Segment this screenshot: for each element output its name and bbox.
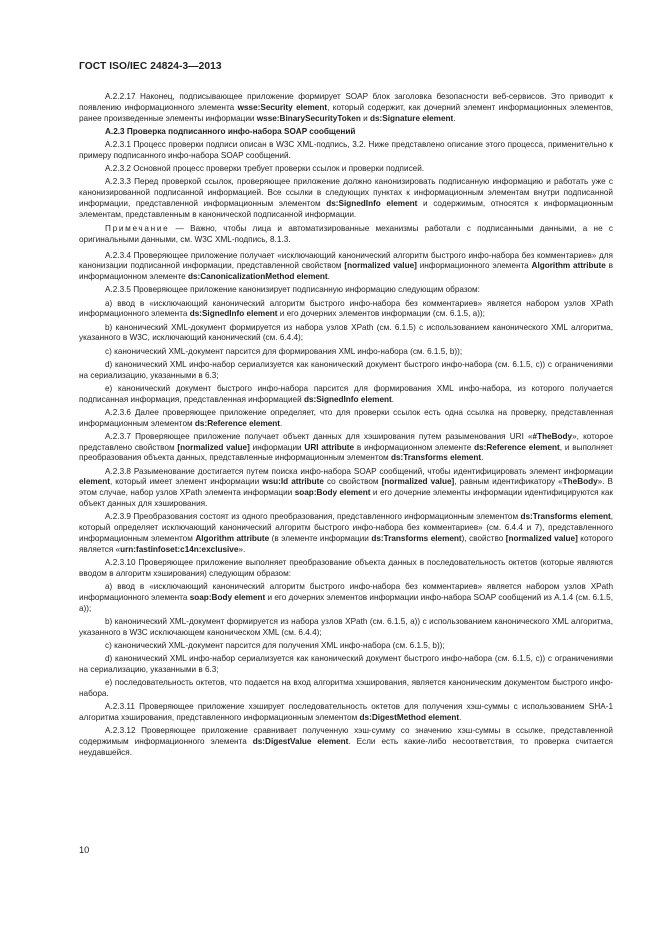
text-run: е) последовательность октетов, что подается на вход алгоритма хэширования, является каноническим документом быстрого инфо-набора.	[79, 678, 613, 699]
text-run: А.2.3 Проверка подписанного инфо-набора SOAP сообщений	[105, 126, 356, 136]
text-run: и содержимым, относятся к информационным элементам, представленным в канонической подписанной информации.	[79, 198, 613, 219]
paragraph	[79, 299, 613, 321]
paragraph	[79, 558, 613, 580]
text-run: информации	[249, 442, 305, 452]
bold-term: Algorithm attribute	[531, 261, 606, 271]
bold-term: urn:fastinfoset:c14n:exclusive	[120, 545, 239, 555]
paragraph	[79, 432, 613, 465]
text-run: .	[280, 418, 283, 428]
text-run: b) канонический XML-документ формируется из набора узлов XPath (см. 6.1.5) с использованием канонического XML алгоритма, указанного в W3C, исключающий канонический (см. 6.4.4);	[79, 322, 613, 343]
text-run: .	[481, 453, 484, 463]
paragraph	[79, 408, 613, 430]
bold-term: [normalized value]	[344, 261, 417, 271]
paragraph	[79, 512, 613, 556]
bold-term: ds:Reference element	[194, 418, 281, 428]
bold-term: [normalized value]	[381, 477, 455, 487]
paragraph	[79, 177, 613, 221]
bold-term: ds:Transforms element	[520, 512, 611, 522]
bold-term: URI attribute	[304, 442, 355, 452]
paragraph	[79, 140, 613, 162]
bold-term: element	[79, 477, 110, 487]
paragraph	[79, 251, 613, 284]
paragraph	[79, 654, 613, 676]
text-run: и его дочерние элементы информации идентифицируются как объект данных для хэширования.	[79, 488, 613, 509]
paragraph	[79, 617, 613, 639]
text-run: информационного элемента	[416, 261, 532, 271]
document-header: ГОСТ ISO/IEC 24824-3—2013	[79, 61, 222, 72]
text-run: , который имеет элемент информации	[109, 477, 263, 487]
text-run: .	[391, 394, 395, 404]
text-run: .	[459, 713, 462, 723]
text-run: А.2.2.17 Наконец, подписывающее приложение формирует SOAP блок заголовка безопасности веб-сервисов. Это приводит к появлению информационного элемента	[79, 92, 613, 112]
text-run: а) ввод в «исключающий канонический алгоритм быстрого инфо-набора без комментариев» является набором узлов XPath информационного элемента	[79, 582, 613, 603]
note-label: Примечание	[105, 223, 170, 233]
text-run: .	[453, 113, 456, 123]
text-run: А.2.3.8 Разыменование достигается путем поиска инфо-набора SOAP сообщений, чтобы идентифицировать элемент информации	[105, 466, 613, 476]
text-run: в информационном элементе	[79, 261, 614, 282]
text-run: которого является «	[79, 534, 614, 555]
paragraph	[79, 641, 613, 652]
document-body	[79, 92, 613, 761]
text-run: с) канонический XML-документ парсится для формирования XML инфо-набора (см. 6.1.5, b));	[105, 346, 463, 356]
text-run: .	[327, 272, 330, 282]
text-run: — Важно, чтобы лица и автоматизированные механизмы работали с подписанными данными, а не с оригинальными данными, см. W3C XML-подпись, 8.1.3.	[79, 223, 613, 244]
paragraph	[79, 92, 613, 125]
text-run: со свойством	[323, 477, 382, 487]
text-run: , который содержит, как дочерний элемент информационных элементов, ранее произведенные элементы информации	[79, 102, 613, 123]
text-run: и его дочерних элементов информации инфо-набора SOAP сообщений из А.1.4 (см. 6.1.5, а));	[79, 593, 613, 613]
bold-term: [normalized value]	[177, 442, 250, 452]
text-run: ».	[238, 545, 246, 555]
text-run: А.2.3.5 Проверяющее приложение канонизирует подписанную информацию следующим образом:	[105, 285, 480, 295]
bold-term: TheBody	[562, 477, 598, 487]
bold-term: ds:SignedInfo element	[326, 198, 418, 208]
bold-term: wsu:Id attribute	[262, 477, 324, 487]
paragraph	[79, 467, 613, 511]
bold-term: soap:Body element	[189, 593, 266, 603]
bold-term: ds:SignedInfo element	[303, 394, 392, 404]
text-run: А.2.3.7 Проверяющее приложение получает объект данных для хэширования путем разыменования URI «	[105, 431, 533, 441]
paragraph	[79, 323, 613, 345]
bold-term: soap:Body element	[294, 488, 371, 498]
text-run: а) ввод в «исключающий канонический алгоритм быстрого инфо-набора без комментариев» является набором узлов XPath информационного элемента	[79, 298, 613, 319]
paragraph	[79, 347, 613, 358]
paragraph	[79, 384, 613, 406]
text-run: в информационном элементе	[354, 442, 475, 452]
text-run: и	[360, 113, 370, 123]
text-run: d) канонический XML инфо-набор сериализуется как канонический документ быстрого инфо-набора (см. 6.1.5, с)) с ограничениями на сериализацию, указанными в 6.3;	[79, 654, 613, 675]
page-number: 10	[79, 845, 90, 855]
text-run: А.2.3.11 Проверяющее приложение хэширует последовательность октетов для получения хэш-суммы с использованием SHA-1 алгоритма хэширования, представленного информационным элементом	[79, 702, 613, 723]
text-run: (в элементе информации	[269, 534, 372, 544]
paragraph	[79, 360, 613, 382]
bold-term: ds:Transforms element	[390, 453, 482, 463]
text-run: А.2.3.3 Перед проверкой ссылок, проверяющее приложение должно канонизировать подписанную информацию и работать уже с канонизированной подписанной информацией. Все ссылки в следующих пунктах к информационным элементам внутри подписанной информации, представленной информационным элементом	[79, 177, 613, 208]
paragraph	[79, 582, 613, 615]
text-run: ), свойство	[461, 534, 506, 544]
bold-term: ds:Reference element	[474, 442, 560, 452]
text-run: b) канонический XML-документ формируется из набора узлов XPath (см. 6.1.5, а)) с использованием канонического XML алгоритма, указанного в W3C исключающем каноническом XML (см. 6.4.4);	[79, 617, 613, 637]
text-run: d) канонический XML инфо-набор сериализуется как канонический документ быстрого инфо-набора (см. 6.1.5, с)) с ограничениями на сериализацию, указанными в 6.3;	[79, 359, 613, 380]
bold-term: ds:DigestValue element	[252, 737, 349, 747]
text-run: , который определяет исключающий канонический алгоритм быстрого инфо-набора без комментариев» (см. 6.4.4 и 7), представленного информационным элементом	[79, 512, 614, 544]
paragraph	[79, 678, 613, 700]
text-run: , и выполняет преобразования объекта данных, представленные информационным элементом	[79, 442, 614, 463]
text-run: А.2.3.4 Проверяющее приложение получает «исключающий канонический алгоритм быстрого инфо-набора без комментариев» для канонизации подписанной информации, представленной свойством	[79, 250, 613, 271]
bold-term: ds:DigestMethod element	[359, 713, 460, 723]
bold-term: Algorithm attribute	[195, 534, 270, 544]
paragraph	[79, 285, 613, 296]
bold-term: [normalized value]	[505, 534, 578, 544]
text-run: А.2.3.12 Проверяющее приложение сравнивает полученную хэш-сумму со значению хэш-суммы в ссылке, представленной содержимым информационного элемента	[79, 726, 613, 747]
paragraph	[79, 726, 613, 759]
text-run: А.2.3.10 Проверяющее приложение выполняет преобразование объекта данных в последовательность октетов (которые являются вводом в алгоритм хэширования) следующим образом:	[79, 558, 613, 579]
bold-term: #TheBody	[532, 431, 573, 441]
text-run: с) канонический XML-документ парсится для получения XML инфо-набора (см. 6.1.5, b));	[105, 641, 445, 651]
text-run: и его дочерних элементов информации (см. 6.1.5, а));	[277, 309, 485, 319]
text-run: е) канонический документ быстрого инфо-набора парсится для формирования XML инфо-набора, из которого получается подписанная информация, представленная информацией	[79, 383, 613, 404]
text-run: А.2.3.6 Далее проверяющее приложение определяет, что для проверки ссылок есть одна ссылка на проверку, представленная информационным элементом	[79, 407, 613, 428]
bold-term: wsse:Security element	[237, 102, 328, 112]
bold-term: wsse:BinarySecurityToken	[256, 113, 361, 123]
note-paragraph	[79, 224, 613, 246]
text-run: А.2.3.9 Преобразования состоят из одного преобразования, представленного информационным элементом	[105, 512, 521, 522]
paragraph	[79, 164, 613, 175]
bold-term: ds:SignedInfo element	[189, 309, 278, 319]
text-run: А.2.3.2 Основной процесс проверки требует проверки ссылок и проверки подписей.	[105, 164, 425, 173]
text-run: , равным идентификатору «	[454, 477, 563, 487]
bold-term: ds:Transforms element	[371, 534, 462, 544]
text-run: ». В этом случае, набор узлов XPath элемента информации	[79, 477, 614, 498]
text-run: . Если есть какие-либо несоответствия, то проверка считается неудавшейся.	[79, 737, 613, 757]
paragraph	[79, 702, 613, 724]
text-run: », которое представлено свойством	[79, 431, 613, 452]
section-heading	[79, 127, 613, 138]
bold-term: ds:CanonicalizationMethod element	[187, 272, 328, 282]
bold-term: ds:Signature element	[369, 113, 454, 123]
text-run: А.2.3.1 Процесс проверки подписи описан в W3C XML-подпись, 3.2. Ниже представлено описание этого процесса, применительно к примеру подписанного инфо-набора SOAP сообщений.	[79, 140, 613, 160]
